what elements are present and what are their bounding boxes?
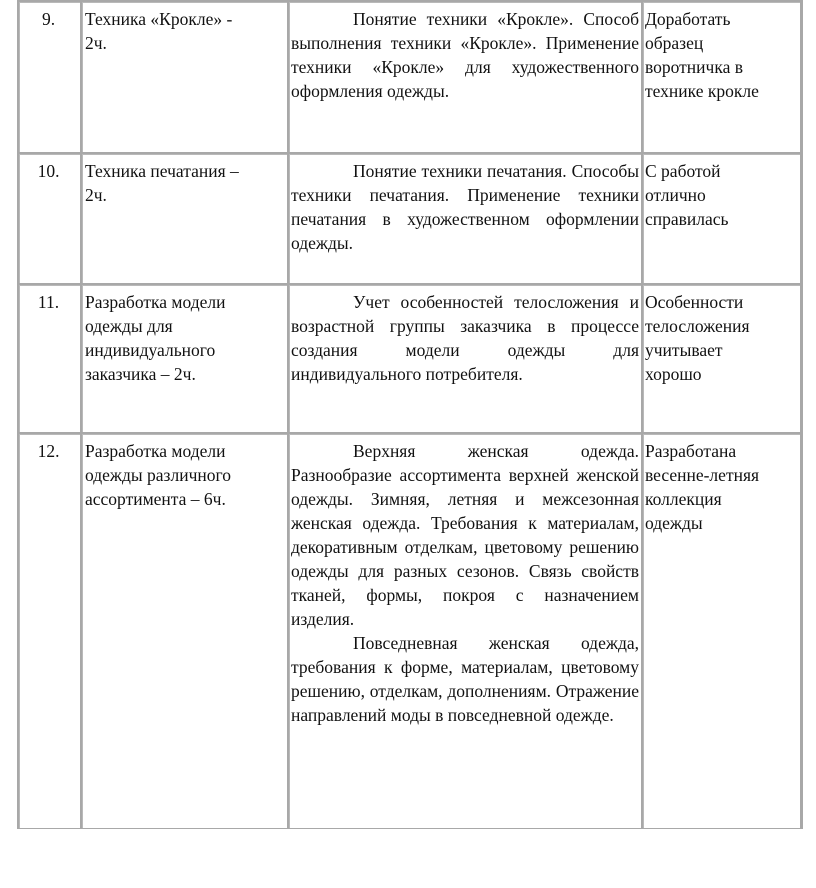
row-11-result-line: телосложения (645, 316, 750, 336)
row-9-topic-line: Техника «Крокле» - (85, 9, 233, 29)
row-12-desc-paragraph: Верхняя женская одежда. Разнообразие ассортимента верхней женской одежды. Зимняя, летняя и межсезонная женская одежда. Требования к материалам, декоративным отделкам, цветовому решению одежды для разных сезонов. Связь свойств тканей, формы, покроя с назначением изделия. (291, 441, 639, 629)
row-10-result-line: С работой (645, 161, 721, 181)
row-11-topic-line: одежды для (85, 316, 173, 336)
row-12-result-line: Разработана (645, 441, 737, 461)
row-12-result-line: коллекция (645, 489, 722, 509)
curriculum-table (17, 0, 800, 831)
row-11-result-line: хорошо (645, 364, 702, 384)
row-10-description (291, 159, 639, 255)
row-11-description (291, 290, 639, 386)
row-12-topic-line: Разработка модели (85, 441, 226, 461)
row-9-topic-line: 2ч. (85, 33, 107, 53)
row-9-topic (85, 7, 285, 55)
row-9-description (291, 7, 639, 103)
row-10-topic-line: 2ч. (85, 185, 107, 205)
row-9-result-line: технике крокле (645, 81, 759, 101)
row-12-result-line: весенне-летняя (645, 465, 760, 485)
row-11-desc-paragraph: Учет особенностей телосложения и возрастной группы заказчика в процессе создания модели одежды для индивидуального потребителя. (291, 292, 639, 384)
row-12-desc-paragraph: Повседневная женская одежда, требования к форме, материалам, цветовому решению, отделкам, дополнениям. Отражение направлений моды в повседневной одежде. (291, 633, 639, 725)
row-10-number: 10. (37, 161, 60, 181)
row-10-result-line: отлично (645, 185, 706, 205)
row-11-topic-line: Разработка модели (85, 292, 226, 312)
row-12-topic-line: ассортимента – 6ч. (85, 489, 226, 509)
row-10-desc-paragraph: Понятие техники печатания. Способы техники печатания. Применение техники печатания в художественном оформлении одежды. (291, 161, 639, 253)
row-12-description (291, 439, 639, 727)
row-12-topic (85, 439, 285, 511)
row-10-result-line: справилась (645, 209, 729, 229)
row-9-result-line: воротничка в (645, 57, 743, 77)
row-11-topic-line: заказчика – 2ч. (85, 364, 196, 384)
row-12-result (645, 439, 798, 535)
row-11-result-line: Особенности (645, 292, 744, 312)
row-11-number: 11. (37, 292, 60, 312)
row-9-result-line: образец (645, 33, 704, 53)
row-12-num-cell (19, 434, 80, 828)
row-10-topic-line: Техника печатания – (85, 161, 239, 181)
row-9-result (645, 7, 798, 103)
row-9-number: 9. (41, 9, 56, 29)
row-10-topic (85, 159, 285, 207)
row-10-result (645, 159, 798, 231)
row-11-topic-line: индивидуального (85, 340, 216, 360)
row-12-topic-line: одежды различного (85, 465, 231, 485)
row-9-result-line: Доработать (645, 9, 731, 29)
row-11-result-line: учитывает (645, 340, 723, 360)
row-9-desc-paragraph: Понятие техники «Крокле». Способ выполнения техники «Крокле». Применение техники «Крокле» для художественного оформления одежды. (291, 9, 639, 101)
row-12-result-line: одежды (645, 513, 703, 533)
row-12-number: 12. (37, 441, 60, 461)
row-11-topic (85, 290, 285, 386)
row-11-result (645, 290, 798, 386)
